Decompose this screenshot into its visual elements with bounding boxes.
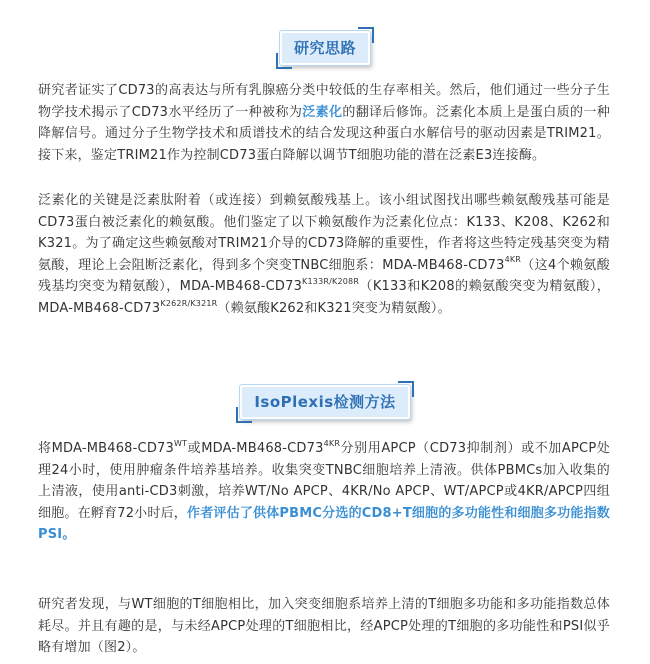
- superscript-wt: WT: [173, 438, 188, 448]
- superscript-k133r-k208r: K133R/K208R: [302, 277, 360, 287]
- superscript-k262r-k321r: K262R/K321R: [160, 298, 218, 308]
- paragraph-text: （这4个赖氨酸残基均突变为精氨酸），MDA-MB468-CD73: [38, 257, 611, 295]
- paragraph-lysine-mutants: [38, 190, 610, 320]
- paragraph-text: 或MDA-MB468-CD73: [187, 441, 324, 456]
- section-heading-isoplexis-method: IsoPlexis检测方法: [240, 385, 409, 419]
- paragraph-text: 的翻译后修饰。泛素化本质上是蛋白质的一种降解信号。通过分子生物学技术和质谱技术的结合发现这种蛋白水解信号的驱动因素是TRIM21。接下来，鉴定TRIM21作为控制CD73蛋白降解以调节T细胞功能的潜在泛素E3连接酶。: [38, 104, 610, 163]
- section-heading-research-idea-wrap: [0, 31, 650, 65]
- section-heading-isoplexis-wrap: [0, 385, 650, 419]
- paragraph-text: 泛素化的关键是泛素肽附着（或连接）到赖氨酸残基上。该小组试图找出哪些赖氨酸残基可能是CD73蛋白被泛素化的赖氨酸。他们鉴定了以下赖氨酸作为泛素化位点：K133、K208、K262和K321。为了确定这些赖氨酸对TRIM21介导的CD73降解的重要性，作者将这些特定残基突变为精氨酸，理论上会阻断泛素化，得到多个突变TNBC细胞系：MDA-MB468-CD73: [38, 193, 610, 273]
- paragraph-text: （K133和K208的赖氨酸突变为精氨酸），MDA-MB468-CD73: [38, 279, 610, 316]
- superscript-4kr: 4KR: [504, 255, 522, 265]
- paragraph-results: 研究者发现，与WT细胞的T细胞相比，加入突变细胞系培养上清的T细胞多功能和多功能指数总体耗尽。并且有趣的是，与未经APCP处理的T细胞相比，经APCP处理的T细胞的多功能性和PSI似乎略有增加（图2）。: [38, 597, 610, 656]
- paragraph-isoplexis-method: [38, 438, 610, 546]
- paragraph-text: 研究者证实了CD73的高表达与所有乳腺癌分类中较低的生存率相关。然后，他们通过一些分子生物学技术揭示了CD73水平经历了一种被称为: [38, 83, 610, 120]
- section-heading-research-idea: 研究思路: [280, 31, 370, 65]
- paragraph-text: （赖氨酸K262和K321突变为精氨酸）。: [217, 300, 451, 316]
- paragraph-cd73-ubiquitination: [38, 80, 610, 166]
- highlight-ubiquitination: 泛素化: [302, 104, 343, 120]
- highlight-cd8-psi: 作者评估了供体PBMC分选的CD8+T细胞的多功能性和细胞多功能指数PSI。: [38, 505, 610, 543]
- paragraph-text: 将MDA-MB468-CD73: [38, 441, 174, 456]
- superscript-4kr: 4KR: [323, 438, 341, 448]
- paragraph-text: 分别用APCP（CD73抑制剂）或不加APCP处理24小时，使用肿瘤条件培养基培养。收集突变TNBC细胞培养上清液。供体PBMCs加入收集的上清液，使用anti-CD3刺激，培养WT/No APCP、4KR/No APCP、WT/APCP或4KR/APCP四组细胞。在孵育72小时后，: [38, 441, 610, 521]
